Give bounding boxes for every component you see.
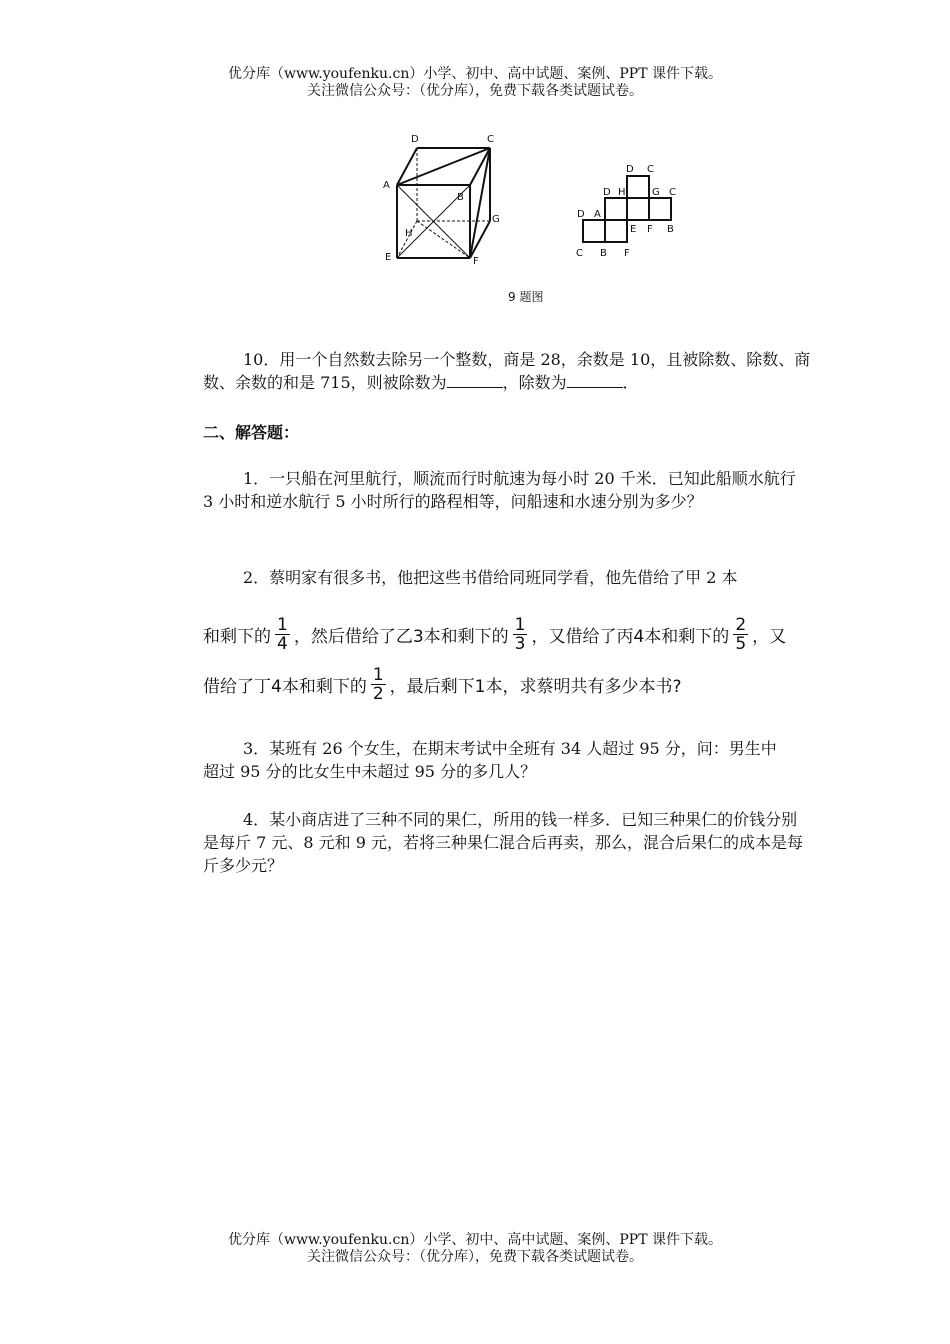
fraction-denominator: 4 (277, 634, 288, 654)
page-header (0, 66, 950, 100)
p2-l2b: ，最后剩下1本，求蔡明共有多少本书? (389, 677, 682, 697)
cube-label-h: H (405, 228, 413, 239)
net-label-1: D (626, 164, 634, 175)
p2-l1c: ，又借给了丙4本和剩下的 (531, 627, 730, 647)
q10-text-1: 10．用一个自然数去除另一个整数，商是 28，余数是 10，且被除数、除数、商数、余数的和是 715，则被除数为 (203, 350, 811, 392)
problem-2-intro: 2．蔡明家有很多书，他把这些书借给同班同学看，他先借给了甲 2 本 (243, 568, 738, 587)
cube-label-b: B (457, 192, 464, 203)
cube-label-g: G (492, 214, 500, 225)
question-10 (203, 348, 823, 394)
fraction-numerator: 1 (514, 615, 526, 635)
net-label-9: E (630, 224, 637, 235)
fraction-2-5 (733, 616, 748, 653)
net-label-12: C (576, 248, 583, 259)
footer-line-2: 关注微信公众号：（优分库），免费下载各类试题试卷。 (307, 1249, 643, 1265)
cube-label-c: C (487, 134, 494, 145)
fraction-1-2 (371, 666, 386, 703)
problem-2-line-1 (203, 616, 786, 653)
cube-label-d: D (411, 134, 419, 145)
net-label-5: G (652, 187, 660, 198)
q10-text-3: ． (622, 373, 639, 392)
figure-caption: 9 题图 (508, 290, 544, 304)
problem-1: 1．一只船在河里航行，顺流而行时航速为每小时 20 千米．已知此船顺水航行 3 小时和逆水航行 5 小时所行的路程相等，问船速和水速分别为多少？ (203, 469, 796, 511)
fraction-1-3 (513, 616, 528, 653)
net-label-14: F (624, 248, 630, 259)
fraction-denominator: 2 (372, 684, 384, 704)
q10-text-2: ，除数为 (502, 373, 567, 392)
dividend-blank (447, 373, 503, 388)
problem-3: 3．某班有 26 个女生，在期末考试中全班有 34 人超过 95 分，问：男生中超过 95 分的比女生中未超过 95 分的多几人？ (203, 739, 777, 781)
net-label-8: A (594, 209, 601, 220)
p2-l1d: ，又 (752, 627, 787, 647)
divisor-blank (567, 373, 623, 388)
fraction-denominator: 3 (514, 634, 526, 654)
fraction-1-4 (275, 616, 290, 653)
problem-4: 4．某小商店进了三种不同的果仁，所用的钱一样多．已知三种果仁的价钱分别是每斤 7 元、8 元和 9 元，若将三种果仁混合后再卖，那么，混合后果仁的成本是每斤多少元？ (203, 810, 803, 875)
net-figure (570, 158, 690, 263)
header-line-2: 关注微信公众号：（优分库），免费下载各类试题试卷。 (307, 83, 643, 99)
problem-2-line-2 (203, 666, 682, 703)
p2-l1a: 和剩下的 (203, 627, 271, 647)
p2-l1b: ，然后借给了乙3本和剩下的 (293, 627, 509, 647)
section-title: 二、解答题： (203, 423, 300, 442)
fraction-numerator: 2 (735, 615, 747, 635)
fraction-numerator: 1 (372, 665, 384, 685)
footer-line-1: 优分库（www.youfenku.cn）小学、初中、高中试题、案例、PPT 课件下载。 (227, 1232, 722, 1248)
page-footer (0, 1232, 950, 1266)
net-label-2: C (647, 164, 654, 175)
cube-label-a: A (383, 180, 390, 191)
net-label-6: C (669, 187, 676, 198)
net-label-7: D (577, 209, 585, 220)
fraction-numerator: 1 (277, 615, 288, 635)
header-line-1: 优分库（www.youfenku.cn）小学、初中、高中试题、案例、PPT 课件下载。 (227, 66, 722, 82)
p2-l2a: 借给了丁4本和剩下的 (203, 677, 367, 697)
net-label-3: D (603, 187, 611, 198)
cube-label-e: E (385, 252, 392, 263)
cube-label-f: F (473, 256, 479, 267)
net-label-4: H (618, 187, 626, 198)
cube-figure (375, 128, 505, 268)
net-label-13: B (600, 248, 607, 259)
net-label-10: F (647, 224, 653, 235)
fraction-denominator: 5 (735, 634, 747, 654)
net-label-11: B (667, 224, 674, 235)
